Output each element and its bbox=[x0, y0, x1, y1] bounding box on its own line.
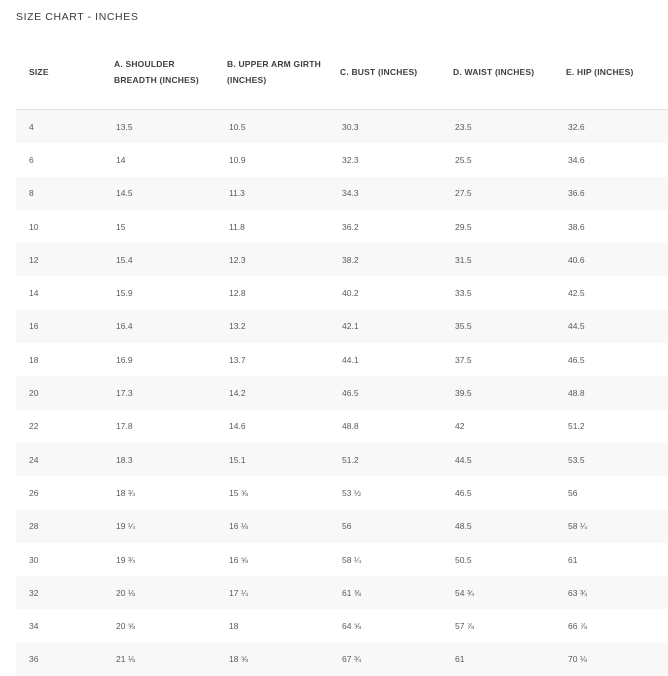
cell-size: 14 bbox=[16, 276, 102, 309]
cell-size: 28 bbox=[16, 510, 102, 543]
cell-size: 30 bbox=[16, 543, 102, 576]
column-header-hip: E. HIP (INCHES) bbox=[554, 34, 668, 110]
cell-size: 16 bbox=[16, 310, 102, 343]
cell-upper-arm-girth: 18 bbox=[215, 609, 328, 642]
cell-upper-arm-girth: 11.3 bbox=[215, 177, 328, 210]
cell-bust: 51.2 bbox=[328, 443, 441, 476]
cell-shoulder-breadth: 18.3 bbox=[102, 443, 215, 476]
cell-hip: 36.6 bbox=[554, 177, 668, 210]
table-row bbox=[16, 609, 668, 642]
table-row bbox=[16, 443, 668, 476]
cell-waist: 27.5 bbox=[441, 177, 554, 210]
cell-size: 36 bbox=[16, 643, 102, 676]
cell-waist: 33.5 bbox=[441, 276, 554, 309]
cell-upper-arm-girth: 15.1 bbox=[215, 443, 328, 476]
cell-hip: 56 bbox=[554, 476, 668, 509]
cell-bust: 48.8 bbox=[328, 410, 441, 443]
cell-hip: 63 ¾ bbox=[554, 576, 668, 609]
table-row bbox=[16, 210, 668, 243]
cell-hip: 38.6 bbox=[554, 210, 668, 243]
cell-upper-arm-girth: 16 ⅝ bbox=[215, 543, 328, 576]
cell-waist: 54 ¾ bbox=[441, 576, 554, 609]
table-header bbox=[16, 34, 668, 110]
cell-waist: 42 bbox=[441, 410, 554, 443]
cell-bust: 61 ⅜ bbox=[328, 576, 441, 609]
cell-size: 8 bbox=[16, 177, 102, 210]
column-header-shoulder-breadth: A. SHOULDER BREADTH (INCHES) bbox=[102, 34, 215, 110]
table-row bbox=[16, 510, 668, 543]
cell-hip: 46.5 bbox=[554, 343, 668, 376]
table-row bbox=[16, 143, 668, 176]
cell-waist: 23.5 bbox=[441, 110, 554, 144]
cell-bust: 38.2 bbox=[328, 243, 441, 276]
cell-upper-arm-girth: 10.9 bbox=[215, 143, 328, 176]
cell-waist: 61 bbox=[441, 643, 554, 676]
cell-shoulder-breadth: 19 ¾ bbox=[102, 543, 215, 576]
cell-hip: 32.6 bbox=[554, 110, 668, 144]
column-header-upper-arm-girth: B. UPPER ARM GIRTH (INCHES) bbox=[215, 34, 328, 110]
size-chart-table-container bbox=[16, 34, 668, 672]
cell-upper-arm-girth: 16 ⅛ bbox=[215, 510, 328, 543]
cell-upper-arm-girth: 10.5 bbox=[215, 110, 328, 144]
cell-waist: 31.5 bbox=[441, 243, 554, 276]
cell-shoulder-breadth: 15.9 bbox=[102, 276, 215, 309]
cell-shoulder-breadth: 16.9 bbox=[102, 343, 215, 376]
cell-shoulder-breadth: 15 bbox=[102, 210, 215, 243]
cell-hip: 58 ¼ bbox=[554, 510, 668, 543]
cell-bust: 44.1 bbox=[328, 343, 441, 376]
header-row bbox=[16, 34, 668, 110]
cell-size: 4 bbox=[16, 110, 102, 144]
cell-bust: 34.3 bbox=[328, 177, 441, 210]
cell-bust: 30.3 bbox=[328, 110, 441, 144]
cell-size: 26 bbox=[16, 476, 102, 509]
cell-size: 20 bbox=[16, 376, 102, 409]
cell-shoulder-breadth: 20 ⅝ bbox=[102, 609, 215, 642]
cell-size: 10 bbox=[16, 210, 102, 243]
cell-size: 22 bbox=[16, 410, 102, 443]
cell-waist: 39.5 bbox=[441, 376, 554, 409]
column-header-bust: C. BUST (INCHES) bbox=[328, 34, 441, 110]
cell-waist: 46.5 bbox=[441, 476, 554, 509]
cell-size: 32 bbox=[16, 576, 102, 609]
cell-shoulder-breadth: 18 ¾ bbox=[102, 476, 215, 509]
column-header-size: SIZE bbox=[16, 34, 102, 110]
cell-upper-arm-girth: 11.8 bbox=[215, 210, 328, 243]
table-row bbox=[16, 343, 668, 376]
table-row bbox=[16, 576, 668, 609]
cell-shoulder-breadth: 14 bbox=[102, 143, 215, 176]
cell-shoulder-breadth: 13.5 bbox=[102, 110, 215, 144]
table-row bbox=[16, 410, 668, 443]
cell-waist: 44.5 bbox=[441, 443, 554, 476]
cell-waist: 50.5 bbox=[441, 543, 554, 576]
cell-upper-arm-girth: 17 ¼ bbox=[215, 576, 328, 609]
cell-shoulder-breadth: 16.4 bbox=[102, 310, 215, 343]
cell-upper-arm-girth: 15 ⅝ bbox=[215, 476, 328, 509]
cell-shoulder-breadth: 21 ⅛ bbox=[102, 643, 215, 676]
table-row bbox=[16, 476, 668, 509]
cell-waist: 48.5 bbox=[441, 510, 554, 543]
cell-bust: 58 ¼ bbox=[328, 543, 441, 576]
cell-hip: 34.6 bbox=[554, 143, 668, 176]
table-row bbox=[16, 110, 668, 144]
cell-upper-arm-girth: 14.2 bbox=[215, 376, 328, 409]
cell-shoulder-breadth: 17.8 bbox=[102, 410, 215, 443]
cell-upper-arm-girth: 14.6 bbox=[215, 410, 328, 443]
size-chart-table bbox=[16, 34, 668, 676]
cell-shoulder-breadth: 17.3 bbox=[102, 376, 215, 409]
column-header-waist: D. WAIST (INCHES) bbox=[441, 34, 554, 110]
table-row bbox=[16, 310, 668, 343]
cell-shoulder-breadth: 14.5 bbox=[102, 177, 215, 210]
cell-waist: 25.5 bbox=[441, 143, 554, 176]
cell-size: 34 bbox=[16, 609, 102, 642]
cell-bust: 42.1 bbox=[328, 310, 441, 343]
cell-shoulder-breadth: 19 ¼ bbox=[102, 510, 215, 543]
cell-hip: 48.8 bbox=[554, 376, 668, 409]
cell-upper-arm-girth: 12.3 bbox=[215, 243, 328, 276]
page-title: SIZE CHART - INCHES bbox=[16, 11, 138, 23]
cell-waist: 35.5 bbox=[441, 310, 554, 343]
cell-upper-arm-girth: 13.7 bbox=[215, 343, 328, 376]
cell-shoulder-breadth: 20 ⅛ bbox=[102, 576, 215, 609]
cell-waist: 37.5 bbox=[441, 343, 554, 376]
table-body bbox=[16, 110, 668, 676]
cell-upper-arm-girth: 18 ⅝ bbox=[215, 643, 328, 676]
table-row bbox=[16, 543, 668, 576]
cell-bust: 36.2 bbox=[328, 210, 441, 243]
cell-hip: 42.5 bbox=[554, 276, 668, 309]
cell-size: 24 bbox=[16, 443, 102, 476]
cell-bust: 53 ½ bbox=[328, 476, 441, 509]
table-row bbox=[16, 376, 668, 409]
cell-shoulder-breadth: 15.4 bbox=[102, 243, 215, 276]
table-row bbox=[16, 643, 668, 676]
cell-bust: 32.3 bbox=[328, 143, 441, 176]
cell-bust: 40.2 bbox=[328, 276, 441, 309]
cell-upper-arm-girth: 13.2 bbox=[215, 310, 328, 343]
table-row bbox=[16, 276, 668, 309]
cell-size: 12 bbox=[16, 243, 102, 276]
cell-bust: 64 ⅝ bbox=[328, 609, 441, 642]
cell-bust: 46.5 bbox=[328, 376, 441, 409]
cell-upper-arm-girth: 12.8 bbox=[215, 276, 328, 309]
cell-size: 18 bbox=[16, 343, 102, 376]
cell-hip: 40.6 bbox=[554, 243, 668, 276]
table-row bbox=[16, 177, 668, 210]
cell-hip: 70 ⅛ bbox=[554, 643, 668, 676]
cell-bust: 67 ¾ bbox=[328, 643, 441, 676]
cell-waist: 29.5 bbox=[441, 210, 554, 243]
cell-hip: 44.5 bbox=[554, 310, 668, 343]
cell-size: 6 bbox=[16, 143, 102, 176]
cell-bust: 56 bbox=[328, 510, 441, 543]
table-row bbox=[16, 243, 668, 276]
cell-hip: 66 ⅞ bbox=[554, 609, 668, 642]
cell-waist: 57 ⅞ bbox=[441, 609, 554, 642]
cell-hip: 61 bbox=[554, 543, 668, 576]
cell-hip: 53.5 bbox=[554, 443, 668, 476]
cell-hip: 51.2 bbox=[554, 410, 668, 443]
